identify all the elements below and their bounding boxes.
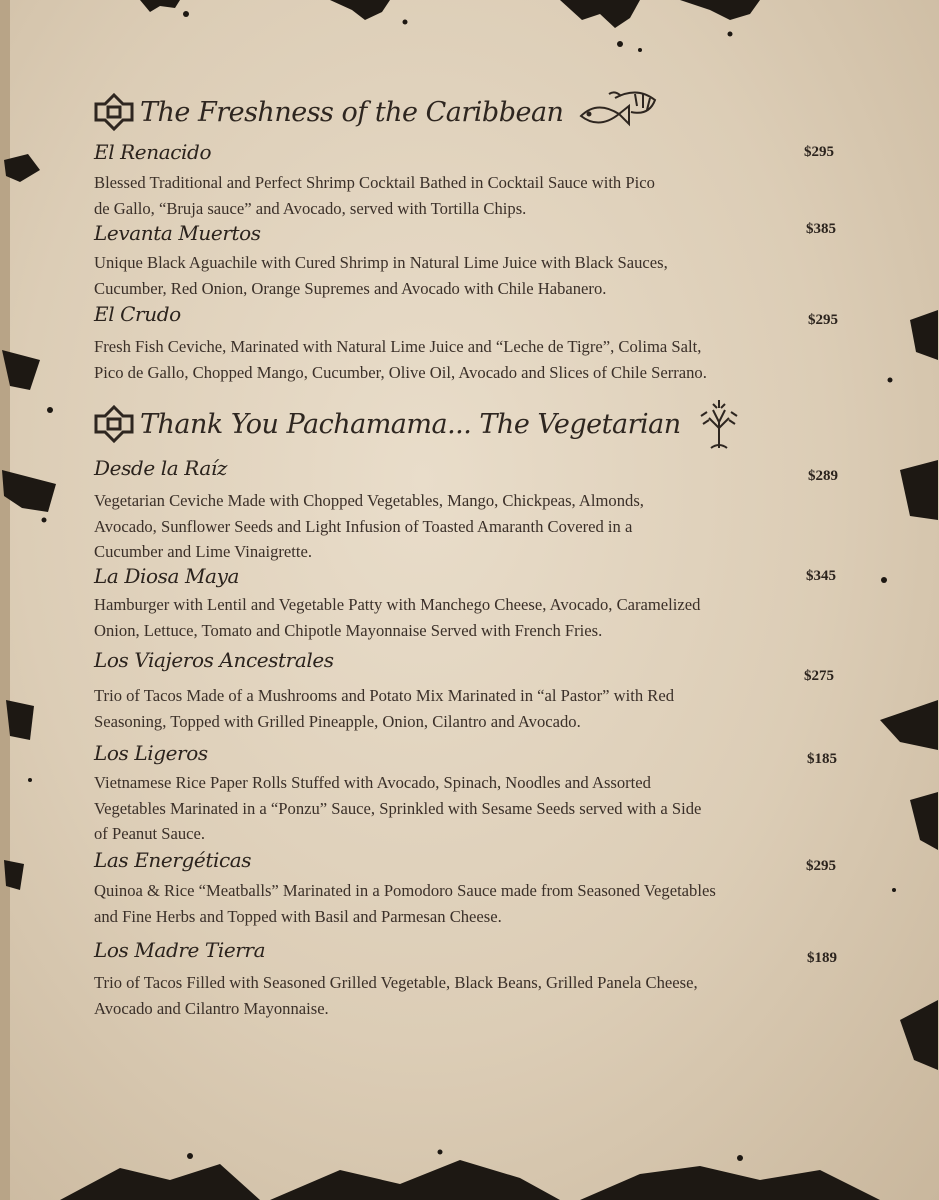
item-price: $295 <box>806 858 836 874</box>
section-title-caribbean <box>92 86 661 138</box>
item-description: Vietnamese Rice Paper Rolls Stuffed with Avocado, Spinach, Noodles and Assorted Vegetables Marinated in a “Ponzu” Sauce, Sprinkled with Sesame Seeds served with a Side of Peanut Sauce. <box>94 773 702 843</box>
item-description: Vegetarian Ceviche Made with Chopped Vegetables, Mango, Chickpeas, Almonds, Avocado, Sunflower Seeds and Light Infusion of Toasted Amaranth Covered in a Cucumber and Lime Vinaigrette. <box>94 491 644 561</box>
item-name: Los Viajeros Ancestrales <box>94 648 334 672</box>
ink-splatter-top <box>120 0 800 60</box>
item-name: Desde la Raíz <box>94 456 227 480</box>
item-name: Los Madre Tierra <box>94 938 266 962</box>
item-description: Fresh Fish Ceviche, Marinated with Natural Lime Juice and “Leche de Tigre”, Colima Salt, Pico de Gallo, Chopped Mango, Cucumber, Olive Oil, Avocado and Slices of Chile Serrano. <box>94 337 707 382</box>
diamond-ornament-icon <box>92 92 136 132</box>
section-title-vegetarian <box>92 398 745 450</box>
ink-splatter-left <box>0 140 70 940</box>
item-price: $295 <box>804 144 834 160</box>
item-price: $385 <box>806 221 836 237</box>
item-price: $185 <box>807 751 837 767</box>
section-title-text: The Freshness of the Caribbean <box>140 96 564 128</box>
item-name: Levanta Muertos <box>94 221 261 245</box>
ink-splatter-right <box>870 280 939 1080</box>
diamond-ornament-icon <box>92 404 136 444</box>
fish-shrimp-icon <box>575 86 661 138</box>
item-price: $345 <box>806 568 836 584</box>
item-name: El Renacido <box>94 140 212 164</box>
item-description: Trio of Tacos Filled with Seasoned Grilled Vegetable, Black Beans, Grilled Panela Cheese, Avocado and Cilantro Mayonnaise. <box>94 973 698 1018</box>
item-price: $289 <box>808 468 838 484</box>
item-name: El Crudo <box>94 302 181 326</box>
item-description: Blessed Traditional and Perfect Shrimp Cocktail Bathed in Cocktail Sauce with Pico de Gallo, “Bruja sauce” and Avocado, served with Tortilla Chips. <box>94 173 655 218</box>
ink-splatter-bottom <box>40 1140 900 1200</box>
item-price: $275 <box>804 668 834 684</box>
item-description: Unique Black Aguachile with Cured Shrimp in Natural Lime Juice with Black Sauces, Cucumber, Red Onion, Orange Supremes and Avocado with Chile Habanero. <box>94 253 668 298</box>
item-price: $295 <box>808 312 838 328</box>
tree-icon <box>693 398 745 450</box>
item-name: La Diosa Maya <box>94 564 240 588</box>
section-title-text: Thank You Pachamama... The Vegetarian <box>140 408 681 440</box>
item-description: Quinoa & Rice “Meatballs” Marinated in a Pomodoro Sauce made from Seasoned Vegetables and Fine Herbs and Topped with Basil and Parmesan Cheese. <box>94 881 716 926</box>
item-price: $189 <box>807 950 837 966</box>
item-name: Las Energéticas <box>94 848 252 872</box>
item-description: Hamburger with Lentil and Vegetable Patty with Manchego Cheese, Avocado, Caramelized Onion, Lettuce, Tomato and Chipotle Mayonnaise Served with French Fries. <box>94 595 701 640</box>
item-name: Los Ligeros <box>94 741 208 765</box>
item-description: Trio of Tacos Made of a Mushrooms and Potato Mix Marinated in “al Pastor” with Red Seasoning, Topped with Grilled Pineapple, Onion, Cilantro and Avocado. <box>94 686 675 731</box>
